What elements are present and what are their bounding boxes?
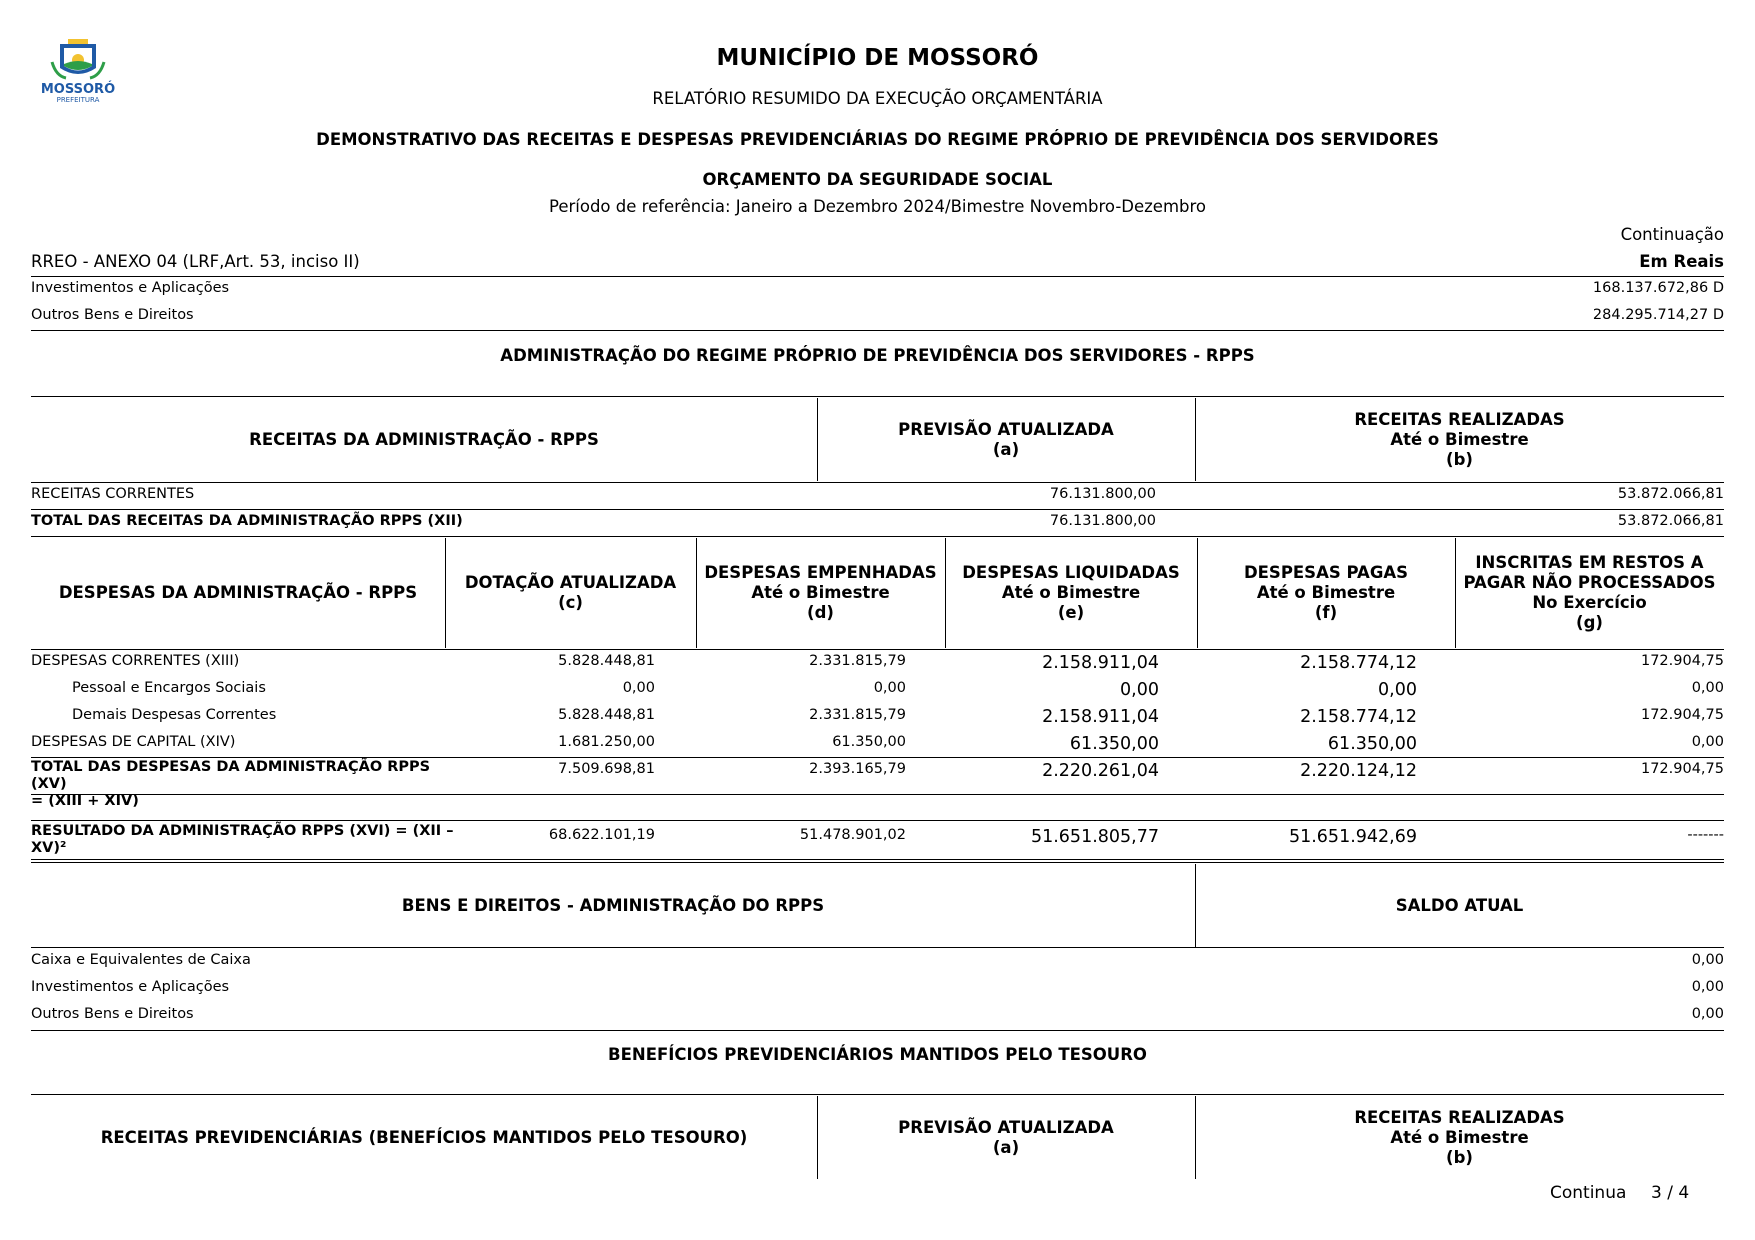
logo-text: MOSSORÓ (40, 82, 116, 97)
table-cell: 53.872.066,81 (1617, 513, 1724, 529)
list-item-value: 168.137.672,86 D (1592, 280, 1724, 296)
table-cell: 0,00 (622, 680, 655, 696)
bens-direitos-header: BENS E DIREITOS - ADMINISTRAÇÃO DO RPPS (401, 895, 825, 915)
table-cell: 5.828.448,81 (558, 707, 655, 723)
previsao-atualizada-header: PREVISÃO ATUALIZADA (a) (898, 1117, 1114, 1157)
saldo-atual-header: SALDO ATUAL (1395, 895, 1524, 915)
table-cell: 53.872.066,81 (1617, 486, 1724, 502)
table-cell: 2.158.911,04 (1042, 707, 1159, 727)
table-cell: 76.131.800,00 (1049, 513, 1156, 529)
list-item-value: 0,00 (1691, 952, 1724, 968)
table-row-label: Demais Despesas Correntes (72, 707, 277, 723)
table-cell: 2.331.815,79 (809, 653, 906, 669)
receitas-admin-header: RECEITAS DA ADMINISTRAÇÃO - RPPS (249, 429, 599, 449)
table-cell: 51.478.901,02 (799, 827, 906, 843)
list-item-label: Caixa e Equivalentes de Caixa (31, 952, 251, 968)
admin-section-title: ADMINISTRAÇÃO DO REGIME PRÓPRIO DE PREVIDÊNCIA DOS SERVIDORES - RPPS (500, 346, 1255, 365)
table-cell: 76.131.800,00 (1049, 486, 1156, 502)
table-cell: 2.158.774,12 (1300, 653, 1417, 673)
previsao-atualizada-header: PREVISÃO ATUALIZADA (a) (898, 419, 1114, 459)
table-cell: 172.904,75 (1640, 707, 1724, 723)
demonstrativo-title: DEMONSTRATIVO DAS RECEITAS E DESPESAS PREVIDENCIÁRIAS DO REGIME PRÓPRIO DE PREVIDÊNCIA DOS SERVIDORES (316, 130, 1439, 149)
table-cell: 0,00 (1691, 680, 1724, 696)
restos-a-pagar-header: INSCRITAS EM RESTOS A PAGAR NÃO PROCESSADOS No Exercício (g) (1463, 553, 1716, 632)
list-item-value: 0,00 (1691, 979, 1724, 995)
table-cell: 0,00 (1691, 734, 1724, 750)
despesas-empenhadas-header: DESPESAS EMPENHADAS Até o Bimestre (d) (704, 563, 937, 622)
table-cell: 7.509.698,81 (558, 761, 655, 777)
continua-label: Continua (1550, 1183, 1627, 1203)
table-cell: 0,00 (1378, 680, 1417, 700)
table-cell: 51.651.942,69 (1288, 827, 1417, 847)
table-row-label: TOTAL DAS RECEITAS DA ADMINISTRAÇÃO RPPS (XII) (31, 513, 463, 529)
table-cell: 61.350,00 (832, 734, 906, 750)
table-cell: 0,00 (873, 680, 906, 696)
receitas-realizadas-header: RECEITAS REALIZADAS Até o Bimestre (b) (1354, 409, 1565, 469)
table-cell: 172.904,75 (1640, 653, 1724, 669)
despesas-admin-header: DESPESAS DA ADMINISTRAÇÃO - RPPS (58, 583, 418, 602)
table-cell: 2.158.774,12 (1300, 707, 1417, 727)
continuacao-label: Continuação (1620, 225, 1724, 244)
logo-subtext: PREFEITURA (56, 96, 100, 104)
table-cell: 2.331.815,79 (809, 707, 906, 723)
table-cell: 2.220.261,04 (1042, 761, 1159, 781)
table-cell: 5.828.448,81 (558, 653, 655, 669)
table-row-label: RECEITAS CORRENTES (31, 486, 195, 502)
table-cell: 2.158.911,04 (1042, 653, 1159, 673)
table-cell: ------- (1687, 827, 1724, 843)
despesas-pagas-header: DESPESAS PAGAS Até o Bimestre (f) (1243, 563, 1409, 622)
list-item-label: Outros Bens e Direitos (31, 1006, 194, 1022)
report-subtitle: RELATÓRIO RESUMIDO DA EXECUÇÃO ORÇAMENTÁRIA (652, 89, 1103, 108)
table-cell: 2.393.165,79 (809, 761, 906, 777)
tesouro-section-title: BENEFÍCIOS PREVIDENCIÁRIOS MANTIDOS PELO TESOURO (608, 1045, 1147, 1064)
table-row-label: DESPESAS DE CAPITAL (XIV) (31, 734, 236, 750)
table-row-label: Pessoal e Encargos Sociais (72, 680, 266, 696)
page-number: 3 / 4 (1651, 1183, 1690, 1203)
despesas-liquidadas-header: DESPESAS LIQUIDADAS Até o Bimestre (e) (962, 563, 1180, 622)
page-title: MUNICÍPIO DE MOSSORÓ (716, 45, 1039, 71)
table-cell: 172.904,75 (1640, 761, 1724, 777)
table-cell: 51.651.805,77 (1030, 827, 1159, 847)
table-cell: 0,00 (1120, 680, 1159, 700)
anexo-label: RREO - ANEXO 04 (LRF,Art. 53, inciso II) (31, 252, 360, 271)
receitas-tesouro-header: RECEITAS PREVIDENCIÁRIAS (BENEFÍCIOS MANTIDOS PELO TESOURO) (100, 1127, 748, 1147)
periodo-referencia: Período de referência: Janeiro a Dezembro 2024/Bimestre Novembro-Dezembro (548, 197, 1207, 216)
table-cell: 61.350,00 (1069, 734, 1159, 754)
table-cell: 68.622.101,19 (548, 827, 655, 843)
table-cell: 1.681.250,00 (558, 734, 655, 750)
orcamento-title: ORÇAMENTO DA SEGURIDADE SOCIAL (702, 170, 1053, 189)
list-item-value: 284.295.714,27 D (1592, 307, 1724, 323)
table-row-label: DESPESAS CORRENTES (XIII) (31, 653, 240, 669)
list-item-label: Investimentos e Aplicações (31, 979, 230, 995)
total-despesas-label: TOTAL DAS DESPESAS DA ADMINISTRAÇÃO RPPS (XV) = (XIII + XIV) (31, 759, 431, 809)
table-cell: 2.220.124,12 (1300, 761, 1417, 781)
receitas-realizadas-header: RECEITAS REALIZADAS Até o Bimestre (b) (1354, 1107, 1565, 1167)
dotacao-atualizada-header: DOTAÇÃO ATUALIZADA (c) (464, 573, 677, 612)
list-item-label: Outros Bens e Direitos (31, 307, 194, 323)
unidade-label: Em Reais (1639, 252, 1724, 271)
resultado-label: RESULTADO DA ADMINISTRAÇÃO RPPS (XVI) = (XII – XV)² (31, 823, 454, 856)
table-cell: 61.350,00 (1327, 734, 1417, 754)
list-item-label: Investimentos e Aplicações (31, 280, 230, 296)
list-item-value: 0,00 (1691, 1006, 1724, 1022)
